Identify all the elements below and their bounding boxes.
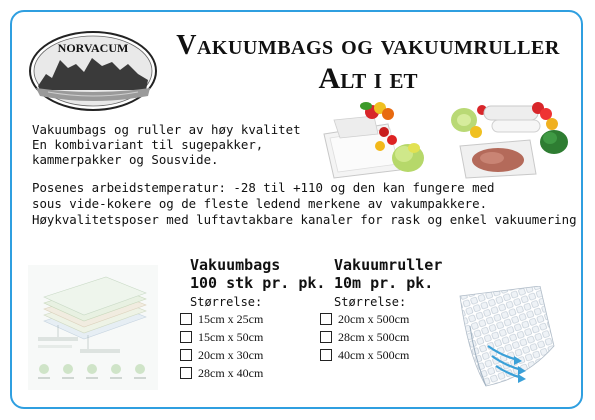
bags-options bbox=[180, 310, 263, 382]
checkbox[interactable] bbox=[180, 367, 192, 379]
rolls-option[interactable] bbox=[320, 310, 409, 328]
checkbox[interactable] bbox=[180, 331, 192, 343]
vacuum-rolls-photo bbox=[440, 94, 572, 180]
logo-text: NORVACUM bbox=[57, 41, 129, 55]
option-label: 20cm x 500cm bbox=[338, 311, 410, 326]
description-line: Høykvalitetsposer med luftavtakbare kanaler for rask og enkel vakuumering bbox=[32, 212, 577, 227]
bags-subheading: 100 stk pr. pk. bbox=[190, 274, 326, 292]
intro-line: En kombivariant til sugepakker, bbox=[32, 137, 264, 152]
description-line: Posenes arbeidstemperatur: -28 til +110 og den kan fungere med bbox=[32, 180, 495, 195]
page-subtitle: Alt i et bbox=[318, 62, 418, 95]
rolls-option[interactable] bbox=[320, 328, 409, 346]
bags-section bbox=[190, 256, 325, 311]
page-title: Vakuumbags og vakuumruller bbox=[176, 30, 560, 61]
rolls-option[interactable] bbox=[320, 346, 409, 364]
option-label: 40cm x 500cm bbox=[338, 347, 410, 362]
bags-option[interactable] bbox=[180, 364, 263, 382]
intro-line: Vakuumbags og ruller av høy kvalitet bbox=[32, 122, 301, 137]
rolls-size-label: Størrelse: bbox=[334, 295, 407, 309]
norvacum-logo bbox=[28, 30, 158, 112]
bags-size-label: Størrelse: bbox=[190, 295, 263, 309]
checkbox[interactable] bbox=[320, 349, 332, 361]
option-label: 15cm x 50cm bbox=[198, 329, 264, 344]
bags-heading: Vakuumbags bbox=[190, 256, 281, 274]
checkbox[interactable] bbox=[320, 331, 332, 343]
option-label: 28cm x 500cm bbox=[338, 329, 410, 344]
bags-option[interactable] bbox=[180, 328, 263, 346]
option-label: 28cm x 40cm bbox=[198, 365, 264, 380]
intro-text bbox=[32, 122, 332, 167]
bags-option[interactable] bbox=[180, 346, 263, 364]
description-line: sous vide-kokere og de fleste ledend merkene av vakumpakkere. bbox=[32, 196, 488, 211]
checkbox[interactable] bbox=[320, 313, 332, 325]
rolls-section bbox=[334, 256, 442, 311]
intro-line: kammerpakker og Sousvide. bbox=[32, 152, 219, 167]
checkbox[interactable] bbox=[180, 313, 192, 325]
vacuum-bags-photo bbox=[318, 94, 436, 180]
rolls-heading: Vakuumruller bbox=[334, 256, 443, 274]
rolls-subheading: 10m pr. pk. bbox=[334, 274, 434, 292]
embossed-roll-illustration bbox=[456, 286, 556, 388]
rolls-options bbox=[320, 310, 409, 364]
bags-option[interactable] bbox=[180, 310, 263, 328]
checkbox[interactable] bbox=[180, 349, 192, 361]
bag-layers-illustration bbox=[28, 265, 158, 390]
option-label: 15cm x 25cm bbox=[198, 311, 264, 326]
option-label: 20cm x 30cm bbox=[198, 347, 264, 362]
description-text bbox=[32, 180, 577, 228]
